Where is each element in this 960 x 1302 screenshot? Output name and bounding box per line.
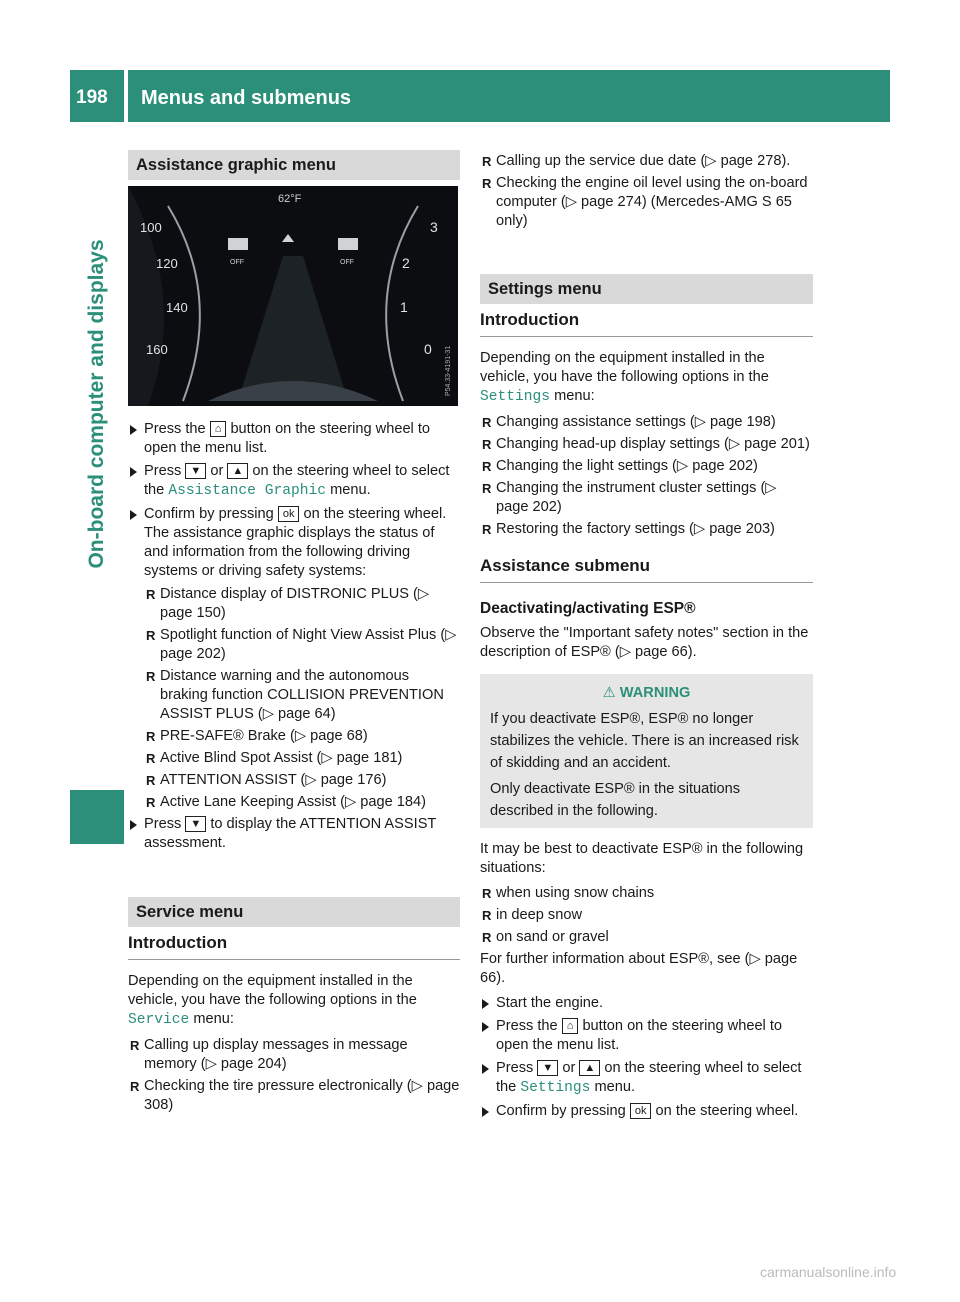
gauge-tick-120: 120 bbox=[156, 256, 178, 271]
list-item: R Changing the light settings (▷ page 202) bbox=[480, 457, 813, 476]
list-item: R ATTENTION ASSIST (▷ page 176) bbox=[144, 771, 460, 790]
gauge-tick-140: 140 bbox=[166, 300, 188, 315]
gauge-tick-1: 1 bbox=[400, 299, 408, 315]
menu-name-service: Service bbox=[128, 1012, 190, 1028]
page-title: Menus and submenus bbox=[141, 87, 352, 109]
arrow-up-icon: ▲ bbox=[579, 1060, 600, 1076]
arrow-down-icon: ▼ bbox=[185, 816, 206, 832]
sidebar-marker bbox=[70, 790, 124, 844]
list-item: R Checking the engine oil level using the on-board computer (▷ page 274) (Mercedes-AMG S 65 only) bbox=[480, 174, 813, 231]
list-item: R Distance display of DISTRONIC PLUS (▷ page 150) bbox=[144, 585, 460, 623]
step-open-menu: Press the ⌂ button on the steering wheel to open the menu list. bbox=[128, 420, 460, 458]
warning-text: If you deactivate ESP®, ESP® no longer stabilizes the vehicle. There is an increased risk of skidding and an accident. bbox=[490, 711, 799, 771]
situations-intro: It may be best to deactivate ESP® in the following situations: bbox=[480, 841, 804, 876]
gauge-tick-2: 2 bbox=[402, 255, 410, 271]
footer-watermark: carmanualsonline.info bbox=[760, 1264, 897, 1280]
ok-icon: ok bbox=[278, 506, 300, 522]
warning-title: ⚠ WARNING bbox=[602, 685, 691, 701]
section-heading-service: Service menu bbox=[128, 897, 460, 927]
observe-note: Observe the "Important safety notes" section in the description of ESP® (▷ page 66). bbox=[480, 625, 809, 660]
warning-box bbox=[480, 674, 813, 828]
section-heading-settings: Settings menu bbox=[480, 274, 813, 304]
assistance-graphic-image bbox=[128, 186, 458, 406]
list-item: R PRE-SAFE® Brake (▷ page 68) bbox=[144, 727, 460, 746]
list-item: R Active Lane Keeping Assist (▷ page 184) bbox=[144, 793, 460, 812]
step-select-menu: Press ▼ or ▲ on the steering wheel to select the Settings menu. bbox=[480, 1059, 813, 1098]
gauge-tick-3: 3 bbox=[430, 219, 438, 235]
home-icon: ⌂ bbox=[562, 1018, 579, 1034]
list-item: R Changing assistance settings (▷ page 198) bbox=[480, 413, 813, 432]
list-item: R Calling up the service due date (▷ page 278). bbox=[480, 152, 813, 171]
list-item: R Calling up display messages in message memory (▷ page 204) bbox=[128, 1036, 460, 1074]
step-confirm: Confirm by pressing ok on the steering wheel. The assistance graphic displays the status of and information from the following driving systems or driving safety systems: bbox=[128, 505, 460, 581]
section-heading-assistance-graphic: Assistance graphic menu bbox=[128, 150, 460, 180]
service-intro: Depending on the equipment installed in the vehicle, you have the following options in the Service menu: bbox=[128, 973, 417, 1028]
step-confirm: Confirm by pressing ok on the steering wheel. bbox=[480, 1102, 813, 1121]
right-column bbox=[480, 152, 813, 1125]
list-item: R when using snow chains bbox=[480, 884, 813, 903]
menu-name-settings: Settings bbox=[480, 389, 551, 405]
warning-triangle-icon: ⚠ bbox=[602, 685, 616, 701]
subheading-introduction: Introduction bbox=[480, 310, 813, 337]
arrow-down-icon: ▼ bbox=[185, 463, 206, 479]
right-off-label: OFF bbox=[340, 259, 354, 266]
step-attention-assist: Press ▼ to display the ATTENTION ASSIST assessment. bbox=[128, 815, 460, 853]
image-caption-code: P54.33-4191-31 bbox=[445, 345, 452, 396]
step-select-menu: Press ▼ or ▲ on the steering wheel to select the Assistance Graphic menu. bbox=[128, 462, 460, 501]
left-assist-icon bbox=[228, 238, 248, 250]
gauge-tick-0: 0 bbox=[424, 341, 432, 357]
list-item: R Changing head-up display settings (▷ page 201) bbox=[480, 435, 813, 454]
left-off-label: OFF bbox=[230, 259, 244, 266]
list-item: R in deep snow bbox=[480, 906, 813, 925]
settings-intro: Depending on the equipment installed in the vehicle, you have the following options in the Settings menu: bbox=[480, 350, 769, 405]
arrow-up-icon: ▲ bbox=[227, 463, 248, 479]
menu-name-settings: Settings bbox=[520, 1080, 591, 1096]
header-separator bbox=[124, 70, 128, 122]
sidebar-label: On-board computer and displays bbox=[85, 239, 108, 569]
gauge-tick-160: 160 bbox=[146, 342, 168, 357]
right-assist-icon bbox=[338, 238, 358, 250]
arrow-down-icon: ▼ bbox=[537, 1060, 558, 1076]
temperature-readout: 62°F bbox=[278, 193, 302, 205]
subheading-esp: Deactivating/activating ESP® bbox=[480, 600, 696, 617]
menu-name-assistance-graphic: Assistance Graphic bbox=[168, 483, 326, 499]
list-item: R Distance warning and the autonomous braking function COLLISION PREVENTION ASSIST PLUS (▷ page 64) bbox=[144, 667, 460, 724]
step-start-engine: Start the engine. bbox=[480, 994, 813, 1013]
ok-icon: ok bbox=[630, 1103, 652, 1119]
warning-text: Only deactivate ESP® in the situations described in the following. bbox=[490, 781, 741, 819]
gauge-tick-100: 100 bbox=[140, 220, 162, 235]
subheading-assistance-submenu: Assistance submenu bbox=[480, 556, 813, 583]
list-item: R Changing the instrument cluster settings (▷ page 202) bbox=[480, 479, 813, 517]
step-description: The assistance graphic displays the status of and information from the following driving systems or driving safety systems: bbox=[144, 525, 435, 579]
list-item: R Active Blind Spot Assist (▷ page 181) bbox=[144, 749, 460, 768]
page-number: 198 bbox=[76, 87, 108, 108]
further-info: For further information about ESP®, see (▷ page 66). bbox=[480, 951, 798, 986]
list-item: R Spotlight function of Night View Assist Plus (▷ page 202) bbox=[144, 626, 460, 664]
list-item: R on sand or gravel bbox=[480, 928, 813, 947]
subheading-introduction: Introduction bbox=[128, 933, 460, 960]
step-open-menu: Press the ⌂ button on the steering wheel to open the menu list. bbox=[480, 1017, 813, 1055]
home-icon: ⌂ bbox=[210, 421, 227, 437]
left-column bbox=[128, 150, 460, 1118]
list-item: R Restoring the factory settings (▷ page 203) bbox=[480, 520, 813, 539]
list-item: R Checking the tire pressure electronically (▷ page 308) bbox=[128, 1077, 460, 1115]
